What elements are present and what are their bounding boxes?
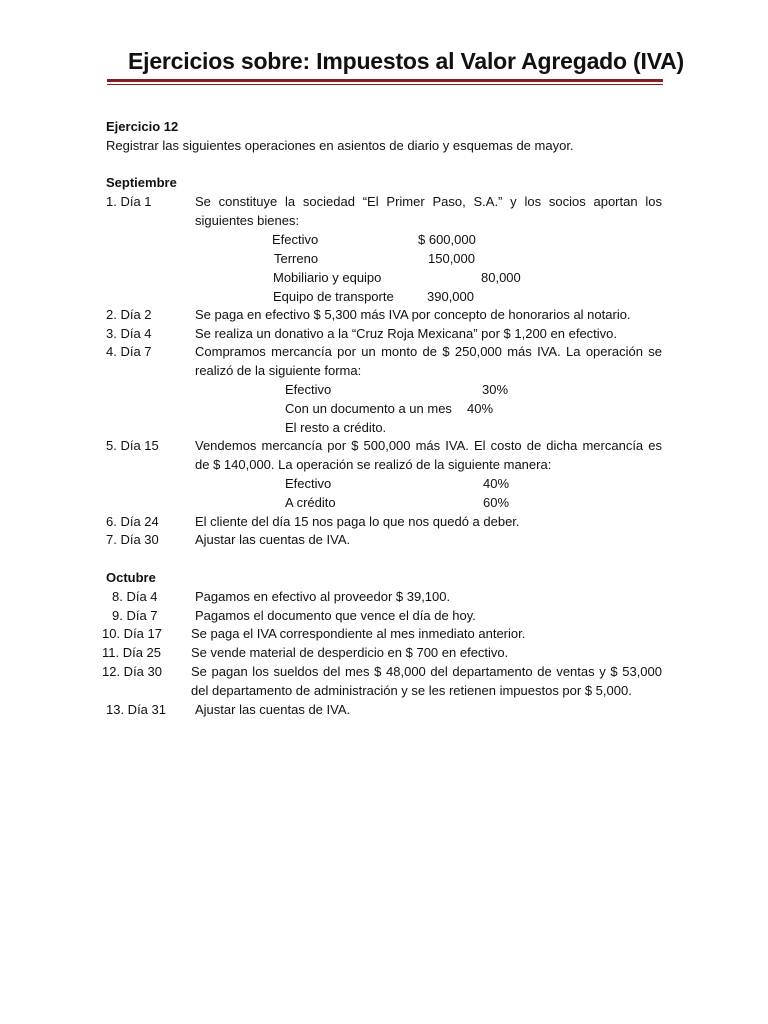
item-text: Se paga el IVA correspondiente al mes inmediato anterior.: [191, 626, 526, 642]
item-number: 7. Día 30: [106, 532, 159, 548]
asset-label: Efectivo: [272, 231, 319, 247]
item-number: 1. Día 1: [106, 194, 152, 210]
item-text: Ajustar las cuentas de IVA.: [195, 532, 351, 548]
term-value: 60%: [483, 494, 510, 510]
asset-label: Mobiliario y equipo: [273, 269, 382, 285]
term-label: A crédito: [285, 494, 336, 510]
item-number: 4. Día 7: [106, 344, 152, 360]
exercise-instruction: Registrar las siguientes operaciones en asientos de diario y esquemas de mayor.: [106, 137, 574, 153]
list-item: [106, 531, 662, 550]
sale-terms: [106, 475, 662, 513]
list-item: [106, 343, 662, 381]
exercise-heading: Ejercicio 12: [106, 119, 179, 134]
title-rule-thick: [107, 79, 663, 82]
term-label: Efectivo: [285, 475, 332, 491]
item-text: Pagamos el documento que vence el día de hoy.: [195, 607, 476, 623]
list-item: [106, 513, 662, 532]
term-label: Con un documento a un mes: [285, 400, 452, 416]
term-value: 40%: [467, 400, 494, 416]
item-number: 6. Día 24: [106, 513, 159, 529]
asset-label: Equipo de transporte: [273, 288, 394, 304]
item-text: Se pagan los sueldos del mes $ 48,000 del departamento de ventas y $ 53,000 del departamento de administración y se les retienen impuestos por $ 5,000.: [191, 663, 662, 698]
list-item: [106, 325, 662, 344]
list-item: [106, 588, 662, 607]
item-number: 3. Día 4: [106, 325, 152, 341]
list-item: [106, 701, 662, 720]
asset-value: 390,000: [427, 288, 474, 304]
asset-value: 80,000: [481, 269, 521, 285]
item-text: Vendemos mercancía por $ 500,000 más IVA. El costo de dicha mercancía es de $ 140,000. La operación se realizó de la siguiente manera:: [195, 438, 662, 473]
item-text: Se constituye la sociedad “El Primer Paso, S.A.” y los socios aportan los siguientes bienes:: [195, 194, 662, 228]
item-number: 13. Día 31: [106, 701, 166, 717]
item-text: Pagamos en efectivo al proveedor $ 39,100.: [195, 588, 451, 604]
asset-value: 150,000: [428, 250, 475, 266]
title-rule-thin: [107, 84, 663, 85]
item-text: Se vende material de desperdicio en $ 700 en efectivo.: [191, 645, 509, 661]
term-value: 40%: [483, 475, 510, 491]
list-item: [106, 437, 662, 475]
item-text: Ajustar las cuentas de IVA.: [195, 701, 351, 717]
list-item: [102, 625, 662, 644]
list-item: [102, 663, 662, 701]
list-item: [106, 306, 662, 325]
item-text: El cliente del día 15 nos paga lo que nos quedó a deber.: [195, 513, 520, 529]
item-text: Compramos mercancía por un monto de $ 250,000 más IVA. La operación se realizó de la siguiente forma:: [195, 344, 662, 379]
term-value: 30%: [482, 381, 509, 397]
page-title: Ejercicios sobre: Impuestos al Valor Agregado (IVA): [128, 48, 685, 74]
item-number: 5. Día 15: [106, 438, 159, 454]
item-number: 12. Día 30: [102, 663, 162, 679]
list-item: [106, 607, 662, 626]
term-label: El resto a crédito.: [285, 419, 387, 435]
item-number: 8. Día 4: [112, 588, 158, 604]
asset-label: Terreno: [274, 250, 319, 266]
item-text: Se realiza un donativo a la “Cruz Roja Mexicana” por $ 1,200 en efectivo.: [195, 325, 618, 341]
list-item: [102, 644, 662, 663]
item-number: 2. Día 2: [106, 306, 152, 322]
item-number: 11. Día 25: [102, 645, 162, 661]
section-heading-october: Octubre: [106, 569, 156, 585]
document-body: [102, 118, 662, 719]
asset-value: $ 600,000: [418, 231, 476, 247]
item-number: 9. Día 7: [112, 607, 158, 623]
term-label: Efectivo: [285, 381, 332, 397]
section-heading-september: Septiembre: [106, 175, 177, 191]
asset-list: [106, 231, 662, 306]
list-item: [106, 193, 662, 231]
purchase-terms: [106, 381, 662, 437]
item-number: 10. Día 17: [102, 626, 162, 642]
item-text: Se paga en efectivo $ 5,300 más IVA por concepto de honorarios al notario.: [195, 306, 631, 322]
